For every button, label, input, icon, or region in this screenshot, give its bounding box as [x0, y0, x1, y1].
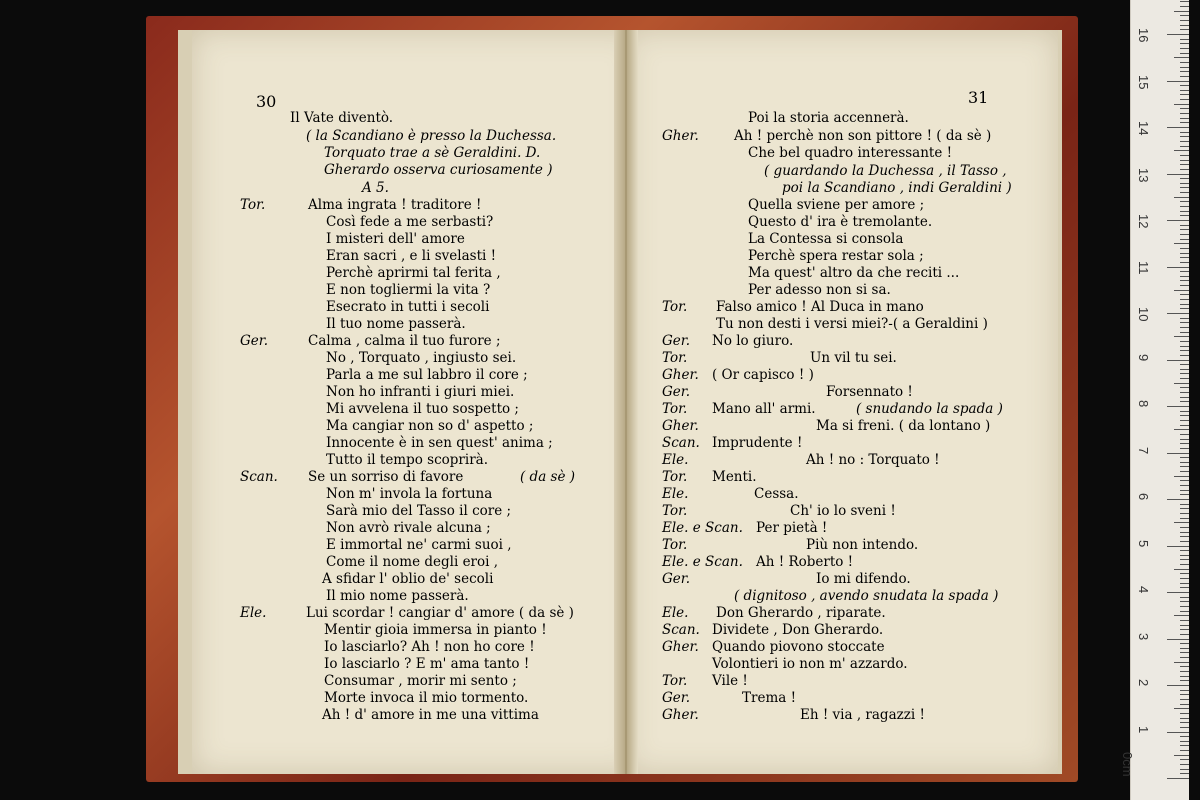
ruler-tick: [1180, 378, 1189, 379]
speaker-label: Ger.: [662, 333, 691, 349]
verse-line: Ah ! no : Torquato !: [806, 452, 940, 468]
ruler-tick: [1180, 587, 1189, 588]
ruler-tick: [1180, 136, 1189, 137]
ruler-tick: [1180, 299, 1189, 300]
ruler-tick: [1180, 229, 1189, 230]
ruler-tick: [1180, 694, 1189, 695]
verse-line: Alma ingrata ! traditore !: [308, 197, 482, 213]
speaker-label: Tor.: [240, 197, 266, 213]
ruler-tick: [1180, 601, 1189, 602]
ruler-tick: [1180, 480, 1189, 481]
verse-line: Mi avvelena il tuo sospetto ;: [326, 401, 519, 417]
ruler-tick: [1180, 625, 1189, 626]
ruler-tick: [1180, 155, 1189, 156]
ruler-tick: [1180, 578, 1189, 579]
verse-line: Imprudente !: [712, 435, 803, 451]
verse-line: Volontieri io non m' azzardo.: [712, 656, 908, 672]
verse-line: Per adesso non si sa.: [748, 282, 891, 298]
ruler-tick: [1174, 57, 1189, 58]
ruler-tick: [1180, 536, 1189, 537]
ruler-tick: [1180, 415, 1189, 416]
ruler-tick: [1180, 369, 1189, 370]
ruler-tick: [1174, 476, 1189, 477]
speaker-label: Tor.: [662, 401, 688, 417]
speaker-label: Ele.: [662, 452, 689, 468]
ruler-tick: [1180, 448, 1189, 449]
speaker-label: Ele.: [662, 486, 689, 502]
ruler-tick: [1180, 741, 1189, 742]
ruler-tick: [1180, 457, 1189, 458]
ruler-tick: [1180, 257, 1189, 258]
ruler-tick: [1180, 43, 1189, 44]
page-number-left: 30: [256, 92, 277, 111]
ruler-unit: 0cm: [1120, 752, 1135, 777]
verse-line: Trema !: [742, 690, 797, 706]
ruler-tick: [1174, 755, 1189, 756]
stage-direction: Torquato trae a sè Geraldini. D.: [324, 145, 541, 161]
ruler-tick: [1180, 518, 1189, 519]
ruler-tick: [1180, 745, 1189, 746]
speaker-label: Ele. e Scan.: [662, 554, 743, 570]
verse-line: Io lasciarlo? Ah ! non ho core !: [324, 639, 535, 655]
ruler-tick: [1167, 313, 1189, 314]
verse-line: Cessa.: [754, 486, 799, 502]
ruler-tick: [1180, 304, 1189, 305]
ruler-tick: [1167, 499, 1189, 500]
ruler-tick: [1180, 652, 1189, 653]
ruler-tick: [1174, 104, 1189, 105]
stage-direction: ( da sè ): [520, 469, 576, 485]
verse-line: Così fede a me serbasti?: [326, 214, 494, 230]
speaker-label: Tor.: [662, 350, 688, 366]
ruler-tick: [1180, 750, 1189, 751]
ruler-tick: [1180, 550, 1189, 551]
ruler-tick: [1180, 262, 1189, 263]
verse-line: Perchè aprirmi tal ferita ,: [326, 265, 501, 281]
ruler-tick: [1180, 25, 1189, 26]
stage-direction: ( snudando la spada ): [856, 401, 1003, 417]
ruler-tick: [1167, 546, 1189, 547]
ruler-tick: [1180, 160, 1189, 161]
verse-line: Parla a me sul labbro il core ;: [326, 367, 528, 383]
verse-line: Il mio nome passerà.: [326, 588, 469, 604]
verse-line: Ah ! Roberto !: [756, 554, 854, 570]
ruler-tick: [1180, 280, 1189, 281]
ruler-tick: [1180, 671, 1189, 672]
ruler-tick: [1180, 1, 1189, 2]
ruler-number: 10: [1136, 307, 1151, 322]
ruler-number: 4: [1136, 586, 1151, 594]
ruler-tick: [1180, 736, 1189, 737]
verse-line: ( Or capisco ! ): [712, 367, 814, 383]
ruler-tick: [1180, 15, 1189, 16]
ruler-tick: [1180, 76, 1189, 77]
verse-line: Non m' invola la fortuna: [326, 486, 493, 502]
speaker-label: Gher.: [662, 367, 699, 383]
ruler-tick: [1180, 99, 1189, 100]
ruler-tick: [1167, 639, 1189, 640]
ruler-tick: [1180, 620, 1189, 621]
ruler-tick: [1180, 597, 1189, 598]
ruler-tick: [1180, 722, 1189, 723]
verse-line: No lo giuro.: [712, 333, 794, 349]
ruler-tick: [1167, 220, 1189, 221]
ruler-tick: [1180, 564, 1189, 565]
ruler-number: 14: [1136, 121, 1151, 136]
verse-line: Per pietà !: [756, 520, 828, 536]
verse-line: E immortal ne' carmi suoi ,: [326, 537, 512, 553]
ruler-tick: [1180, 225, 1189, 226]
verse-line: Don Gherardo , riparate.: [716, 605, 886, 621]
ruler-tick: [1167, 360, 1189, 361]
verse-line: I misteri dell' amore: [326, 231, 465, 247]
ruler-tick: [1180, 169, 1189, 170]
ruler-tick: [1174, 708, 1189, 709]
ruler-tick: [1180, 141, 1189, 142]
verse-line: Che bel quadro interessante !: [748, 145, 953, 161]
ruler-tick: [1180, 327, 1189, 328]
ruler-tick: [1180, 122, 1189, 123]
verse-line: Tu non desti i versi miei?-( a Geraldini ): [716, 316, 988, 332]
ruler-tick: [1180, 94, 1189, 95]
ruler-number: 9: [1136, 353, 1151, 361]
ruler-tick: [1180, 346, 1189, 347]
ruler-tick: [1180, 532, 1189, 533]
speaker-label: Scan.: [662, 435, 700, 451]
verse-line: Ma cangiar non so d' aspetto ;: [326, 418, 534, 434]
verse-line: E non togliermi la vita ?: [326, 282, 491, 298]
ruler-number: 12: [1136, 214, 1151, 229]
speaker-label: Tor.: [662, 537, 688, 553]
ruler-tick: [1174, 336, 1189, 337]
ruler-tick: [1180, 215, 1189, 216]
speaker-label: Ger.: [240, 333, 269, 349]
ruler-tick: [1180, 146, 1189, 147]
verse-line: Consumar , morir mi sento ;: [324, 673, 517, 689]
speaker-label: Gher.: [662, 707, 699, 723]
stage-direction: ( la Scandiano è presso la Duchessa.: [306, 128, 557, 144]
ruler-number: 11: [1136, 260, 1151, 274]
ruler-tick: [1180, 234, 1189, 235]
ruler-tick: [1167, 685, 1189, 686]
verse-line: A sfidar l' oblio de' secoli: [322, 571, 494, 587]
ruler-tick: [1180, 504, 1189, 505]
ruler-tick: [1180, 648, 1189, 649]
page-number-right: 31: [968, 88, 989, 107]
ruler-tick: [1180, 364, 1189, 365]
verse-line: Forsennato !: [826, 384, 913, 400]
ruler-tick: [1174, 429, 1189, 430]
ruler-tick: [1174, 197, 1189, 198]
speaker-label: Ele. e Scan.: [662, 520, 743, 536]
ruler-tick: [1180, 187, 1189, 188]
ruler-tick: [1180, 183, 1189, 184]
verse-line: Ah ! perchè non son pittore ! ( da sè ): [734, 128, 992, 144]
ruler-tick: [1180, 276, 1189, 277]
ruler-tick: [1180, 555, 1189, 556]
measuring-ruler: [1120, 0, 1189, 800]
ruler-tick: [1180, 332, 1189, 333]
ruler-tick: [1180, 759, 1189, 760]
ruler-tick: [1180, 606, 1189, 607]
stage-direction: Gherardo osserva curiosamente ): [324, 162, 553, 178]
ruler-tick: [1180, 634, 1189, 635]
verse-line: Non avrò rivale alcuna ;: [326, 520, 491, 536]
stage-direction: A 5.: [362, 180, 389, 196]
ruler-tick: [1180, 62, 1189, 63]
ruler-tick: [1180, 769, 1189, 770]
ruler-tick: [1180, 6, 1189, 7]
ruler-tick: [1180, 490, 1189, 491]
ruler-tick: [1180, 439, 1189, 440]
speaker-label: Tor.: [662, 299, 688, 315]
ruler-number: 13: [1136, 167, 1151, 182]
ruler-tick: [1174, 11, 1189, 12]
ruler-tick: [1180, 680, 1189, 681]
verse-line: No , Torquato , ingiusto sei.: [326, 350, 517, 366]
ruler-tick: [1174, 522, 1189, 523]
verse-line: Dividete , Don Gherardo.: [712, 622, 884, 638]
verse-line: Mentir gioia immersa in pianto !: [324, 622, 547, 638]
verse-line: Non ho infranti i giuri miei.: [326, 384, 515, 400]
ruler-tick: [1180, 583, 1189, 584]
verse-line: Il Vate diventò.: [290, 110, 394, 126]
ruler-tick: [1180, 341, 1189, 342]
ruler-tick: [1180, 629, 1189, 630]
ruler-tick: [1180, 90, 1189, 91]
ruler-tick: [1167, 81, 1189, 82]
ruler-tick: [1180, 53, 1189, 54]
verse-line: Tutto il tempo scoprirà.: [326, 452, 488, 468]
verse-line: Esecrato in tutti i secoli: [326, 299, 490, 315]
ruler-tick: [1180, 29, 1189, 30]
speaker-label: Tor.: [662, 469, 688, 485]
ruler-tick: [1180, 294, 1189, 295]
speaker-label: Tor.: [662, 673, 688, 689]
ruler-number: 6: [1136, 493, 1151, 501]
ruler-tick: [1180, 248, 1189, 249]
ruler-tick: [1180, 494, 1189, 495]
verse-line: Un vil tu sei.: [810, 350, 897, 366]
ruler-tick: [1167, 592, 1189, 593]
speaker-label: Gher.: [662, 639, 699, 655]
ruler-tick: [1180, 718, 1189, 719]
ruler-tick: [1180, 67, 1189, 68]
ruler-number: 8: [1136, 400, 1151, 408]
ruler-tick: [1167, 127, 1189, 128]
ruler-tick: [1180, 355, 1189, 356]
verse-line: Io mi difendo.: [816, 571, 911, 587]
speaker-label: Scan.: [662, 622, 700, 638]
ruler-tick: [1180, 164, 1189, 165]
ruler-tick: [1180, 392, 1189, 393]
verse-line: La Contessa si consola: [748, 231, 904, 247]
ruler-tick: [1180, 666, 1189, 667]
ruler-tick: [1180, 113, 1189, 114]
ruler-tick: [1167, 174, 1189, 175]
ruler-tick: [1180, 559, 1189, 560]
ruler-tick: [1180, 201, 1189, 202]
ruler-tick: [1180, 471, 1189, 472]
ruler-tick: [1180, 20, 1189, 21]
ruler-number: 5: [1136, 539, 1151, 547]
verse-line: Quando piovono stoccate: [712, 639, 885, 655]
ruler-tick: [1174, 383, 1189, 384]
ruler-tick: [1180, 466, 1189, 467]
ruler-tick: [1174, 243, 1189, 244]
ruler-tick: [1180, 643, 1189, 644]
ruler-tick: [1180, 132, 1189, 133]
ruler-tick: [1180, 462, 1189, 463]
ruler-tick: [1180, 192, 1189, 193]
verse-line: Mano all' armi.: [712, 401, 816, 417]
ruler-tick: [1180, 573, 1189, 574]
ruler-tick: [1180, 239, 1189, 240]
ruler-tick: [1167, 406, 1189, 407]
ruler-tick: [1180, 713, 1189, 714]
verse-line: Se un sorriso di favore: [308, 469, 464, 485]
ruler-tick: [1180, 690, 1189, 691]
ruler-tick: [1180, 308, 1189, 309]
speaker-label: Ger.: [662, 690, 691, 706]
verse-line: Innocente è in sen quest' anima ;: [326, 435, 553, 451]
speaker-label: Scan.: [240, 469, 278, 485]
ruler-number: 16: [1136, 28, 1151, 43]
stage-direction: poi la Scandiano , indi Geraldini ): [782, 180, 1012, 196]
verse-line: Eh ! via , ragazzi !: [800, 707, 925, 723]
verse-line: Calma , calma il tuo furore ;: [308, 333, 501, 349]
ruler-tick: [1167, 778, 1189, 779]
ruler-tick: [1180, 39, 1189, 40]
ruler-tick: [1167, 453, 1189, 454]
speaker-label: Gher.: [662, 128, 699, 144]
ruler-tick: [1180, 373, 1189, 374]
verse-line: Sarà mio del Tasso il core ;: [326, 503, 512, 519]
ruler-tick: [1180, 71, 1189, 72]
ruler-tick: [1180, 434, 1189, 435]
ruler-number: 1: [1136, 725, 1151, 733]
verse-line: Eran sacri , e li svelasti !: [326, 248, 497, 264]
ruler-tick: [1180, 285, 1189, 286]
ruler-tick: [1180, 773, 1189, 774]
ruler-tick: [1180, 401, 1189, 402]
ruler-tick: [1180, 397, 1189, 398]
ruler-tick: [1180, 485, 1189, 486]
ruler-number: 15: [1136, 74, 1151, 89]
ruler-number: 7: [1136, 446, 1151, 454]
verse-line: Lui scordar ! cangiar d' amore ( da sè ): [306, 605, 574, 621]
ruler-tick: [1180, 85, 1189, 86]
stage-direction: ( guardando la Duchessa , il Tasso ,: [764, 163, 1007, 179]
stage-direction: ( dignitoso , avendo snudata la spada ): [734, 588, 999, 604]
speaker-label: Ger.: [662, 571, 691, 587]
ruler-tick: [1180, 513, 1189, 514]
verse-line: Vile !: [712, 673, 748, 689]
verse-line: Falso amico ! Al Duca in mano: [716, 299, 924, 315]
ruler-tick: [1180, 253, 1189, 254]
speaker-label: Tor.: [662, 503, 688, 519]
verse-line: Questo d' ira è tremolante.: [748, 214, 933, 230]
ruler-tick: [1174, 150, 1189, 151]
speaker-label: Ele.: [240, 605, 267, 621]
verse-line: Morte invoca il mio tormento.: [324, 690, 529, 706]
verse-line: Quella sviene per amore ;: [748, 197, 925, 213]
ruler-tick: [1180, 699, 1189, 700]
ruler-tick: [1174, 615, 1189, 616]
verse-line: Ch' io lo sveni !: [790, 503, 896, 519]
verse-line: Ah ! d' amore in me una vittima: [322, 707, 539, 723]
ruler-tick: [1180, 764, 1189, 765]
verse-line: Menti.: [712, 469, 757, 485]
ruler-number: 3: [1136, 632, 1151, 640]
verse-line: Poi la storia accennerà.: [748, 110, 909, 126]
ruler-number: 2: [1136, 679, 1151, 687]
ruler-tick: [1180, 318, 1189, 319]
ruler-tick: [1180, 704, 1189, 705]
speaker-label: Ele.: [662, 605, 689, 621]
verse-line: Perchè spera restar sola ;: [748, 248, 924, 264]
ruler-tick: [1180, 508, 1189, 509]
ruler-tick: [1180, 322, 1189, 323]
ruler-tick: [1167, 34, 1189, 35]
ruler-tick: [1180, 611, 1189, 612]
verse-line: Più non intendo.: [806, 537, 919, 553]
book-gutter: [614, 30, 638, 774]
ruler-tick: [1174, 290, 1189, 291]
ruler-tick: [1180, 420, 1189, 421]
ruler-tick: [1180, 211, 1189, 212]
verse-line: Ma quest' altro da che reciti ...: [748, 265, 960, 281]
ruler-tick: [1180, 206, 1189, 207]
verse-line: Ma si freni. ( da lontano ): [816, 418, 991, 434]
ruler-tick: [1180, 443, 1189, 444]
ruler-tick: [1180, 387, 1189, 388]
speaker-label: Gher.: [662, 418, 699, 434]
ruler-tick: [1167, 267, 1189, 268]
ruler-tick: [1180, 118, 1189, 119]
ruler-tick: [1180, 411, 1189, 412]
ruler-tick: [1167, 732, 1189, 733]
ruler-tick: [1180, 178, 1189, 179]
ruler-tick: [1180, 108, 1189, 109]
ruler-tick: [1180, 727, 1189, 728]
ruler-tick: [1180, 541, 1189, 542]
ruler-tick: [1180, 425, 1189, 426]
verse-line: Il tuo nome passerà.: [326, 316, 466, 332]
ruler-tick: [1174, 662, 1189, 663]
verse-line: Io lasciarlo ? E m' ama tanto !: [324, 656, 530, 672]
ruler-tick: [1180, 657, 1189, 658]
ruler-tick: [1180, 527, 1189, 528]
ruler-tick: [1174, 569, 1189, 570]
ruler-tick: [1180, 48, 1189, 49]
ruler-tick: [1180, 271, 1189, 272]
ruler-tick: [1180, 676, 1189, 677]
speaker-label: Ger.: [662, 384, 691, 400]
verse-line: Come il nome degli eroi ,: [326, 554, 499, 570]
ruler-tick: [1180, 350, 1189, 351]
